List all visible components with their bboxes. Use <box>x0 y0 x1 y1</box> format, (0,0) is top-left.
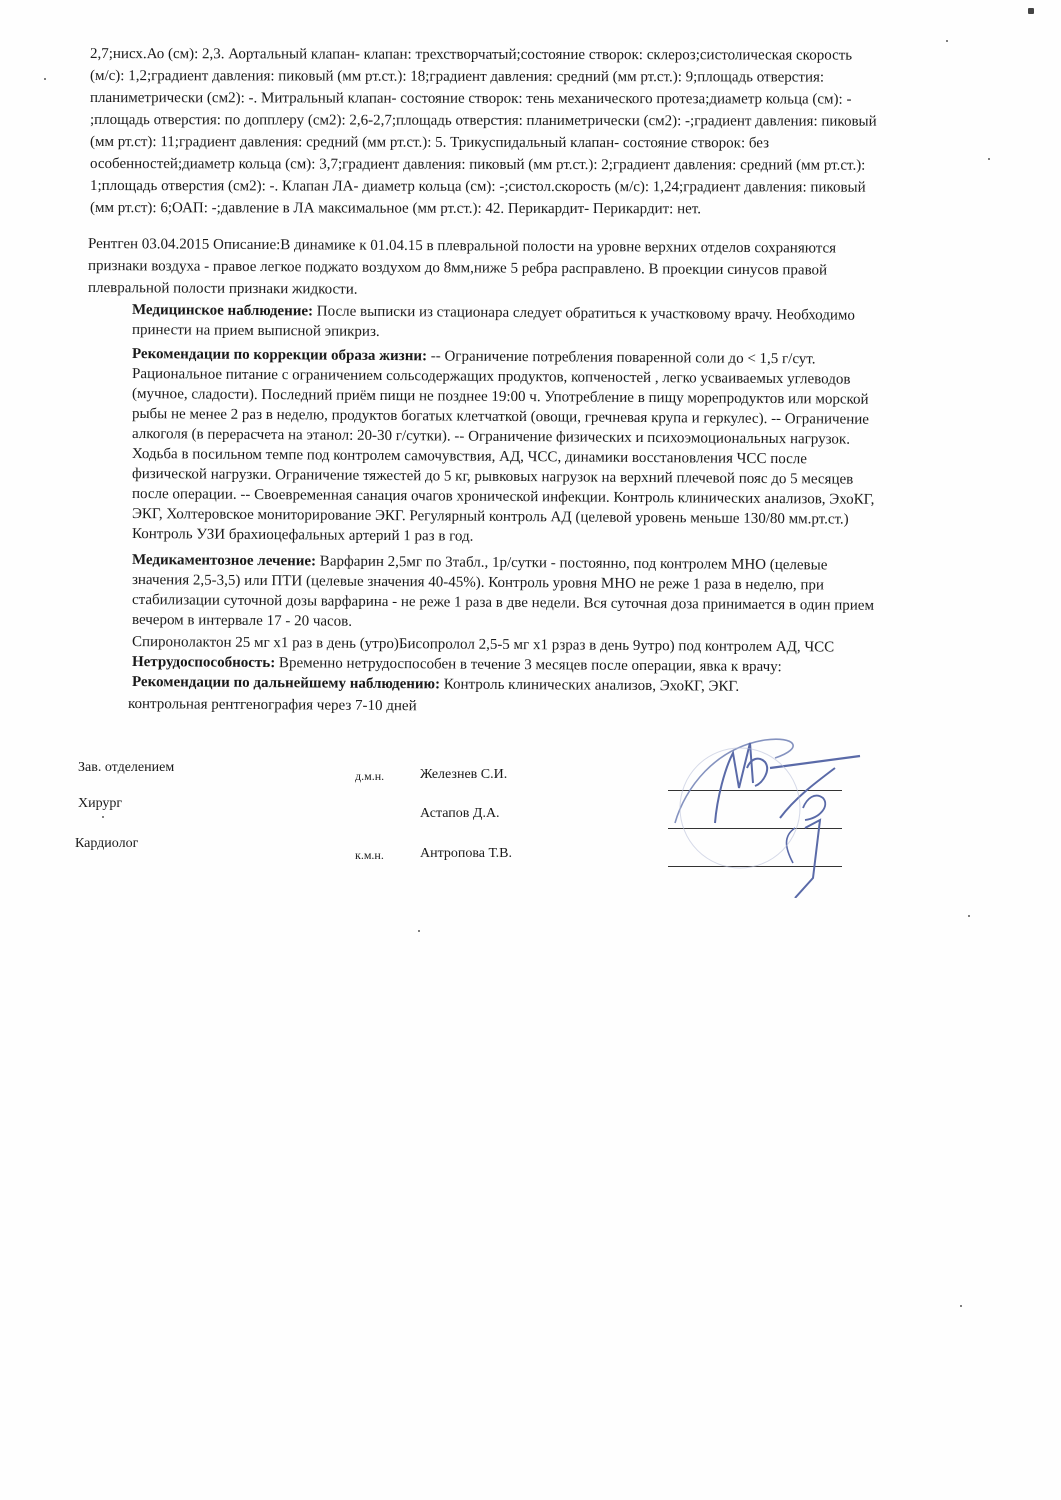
scan-speck <box>960 1305 962 1307</box>
followup-line <box>132 674 739 696</box>
medication-line: Спиронолактон 25 мг х1 раз в день (утро)Бисопролол 2,5-5 мг х1 рзраз в день 9утро) под контролем АД, ЧСС <box>131 634 835 656</box>
lifestyle-line: физической нагрузки. Ограничение тяжестей до 5 кг, рывковых нагрузок на верхний плечевой пояс до 5 месяцев <box>131 466 854 488</box>
signatory-name: Астапов Д.А. <box>420 806 500 821</box>
scan-speck <box>988 158 990 160</box>
lifestyle-line: Ходьба в посильном темпе под контролем самочувствия, АД, ЧСС, динамики восстановления ЧСС после <box>131 446 807 468</box>
signatory-role: Кардиолог <box>75 836 139 851</box>
observation-label: Медицинское наблюдение: <box>131 302 314 320</box>
echo-line: особенностей;диаметр кольца (см): 3,7;градиент давления: пиковый (мм рт.ст.): 2;градиент давления: средний (мм рт.ст.): <box>89 156 866 174</box>
lifestyle-line: Контроль УЗИ брахиоцефальных артерий 1 раз в год. <box>131 526 474 545</box>
disability-line <box>132 654 782 676</box>
scan-speck <box>946 40 948 42</box>
medication-line: вечером в интервале 17 - 20 часов. <box>131 612 353 630</box>
scan-speck <box>102 816 104 818</box>
lifestyle-line: (мучное, сладости). Последний приём пищи не позднее 19:00 ч. Употребление в пищу морепродуктов или морской <box>131 386 869 408</box>
echo-line: (мм рт.ст): 6;ОАП: -;давление в ЛА максимальное (мм рт.ст.): 42. Перикардит- Перикардит: нет. <box>89 200 701 218</box>
lifestyle-line: Рациональное питание с ограничением сольсодержащих продуктов, копченостей , легко усваиваемых углеводов <box>131 366 851 388</box>
lifestyle-label: Рекомендации по коррекции образа жизни: <box>131 346 428 365</box>
xray-line: признаки воздуха - правое легкое поджато воздухом до 8мм,ниже 5 ребра расправлено. В проекции синусов правой <box>87 258 828 279</box>
echo-line: 2,7;нисх.Ао (см): 2,3. Аортальный клапан- клапан: трехстворчатый;состояние створок: склероз;систолическая скорость <box>89 46 853 64</box>
followup-line: контрольная рентгенография через 7-10 дней <box>127 696 417 715</box>
medication-line <box>132 552 828 574</box>
xray-line: Рентген 03.04.2015 Описание:В динамике к 01.04.15 в плевральной полости на уровне верхних отделов сохраняются <box>87 236 837 257</box>
medication-text: Варфарин 2,5мг по 3табл., 1р/сутки - постоянно, под контролем МНО (целевые <box>316 553 828 574</box>
echo-line: ;площадь отверстия: по допплеру (см2): 2,6-2,7;площадь отверстия: планиметрически (см2): -;градиент давления: пиковый <box>89 112 877 130</box>
echo-line: планиметрически (см2): -. Митральный клапан- состояние створок: тень механического протеза;диаметр кольца (см): - <box>89 90 852 108</box>
scan-speck <box>968 915 970 917</box>
disability-label: Нетрудоспособность: <box>131 654 276 672</box>
lifestyle-line: алкоголя (в перерасчета на этанол: 20-30 г/сутки). -- Ограничение физических и психоэмоциональных нагрузок. <box>131 426 851 448</box>
signatory-role: Зав. отделением <box>78 760 175 775</box>
medication-line: значения 2,5-3,5) или ПТИ (целевые значения 40-45%). Контроль уровня МНО не реже 1 раза в неделю, при <box>131 572 825 594</box>
observation-line: принести на прием выписной эпикриз. <box>131 322 380 340</box>
observation-text: После выписки из стационара следует обратиться к участковому врачу. Необходимо <box>312 303 855 324</box>
lifestyle-line: ЭКГ, Холтеровское мониторирование ЭКГ. Регулярный контроль АД (целевой уровень меньше 130/80 мм.рт.ст.) <box>131 506 849 528</box>
disability-text: Временно нетрудоспособен в течение 3 месяцев после операции, явка к врачу: <box>275 655 782 676</box>
lifestyle-line: после операции. -- Своевременная санация очагов хронической инфекции. Контроль клинических анализов, ЭхоКГ, <box>131 486 875 508</box>
signatory-degree: д.м.н. <box>355 769 385 783</box>
lifestyle-line: рыбы не менее 2 раз в неделю, продуктов богатых клетчаткой (овощи, гречневая крупа и геркулес). -- Ограничение <box>131 406 870 428</box>
scan-speck <box>44 78 46 80</box>
observation-line <box>132 302 855 325</box>
medication-line: стабилизации суточной дозы варфарина - не реже 1 раза в две недели. Вся суточная доза принимается в один прием <box>131 592 875 614</box>
medication-label: Медикаментозное лечение: <box>131 552 317 570</box>
echo-line: (м/с): 1,2;градиент давления: пиковый (мм рт.ст.): 18;градиент давления: средний (мм рт.ст.): 9;площадь отверстия: <box>89 68 825 86</box>
followup-label: Рекомендации по дальнейшему наблюдению: <box>131 674 441 693</box>
echo-line: (мм рт.ст): 11;градиент давления: средний (мм рт.ст.): 5. Трикуспидальный клапан- состояние створок: без <box>89 134 770 152</box>
lifestyle-text: -- Ограничение потребления поваренной соли до < 1,5 г/сут. <box>426 348 816 368</box>
signatory-role: Хирург <box>78 796 123 811</box>
echo-line: 1;площадь отверстия (см2): -. Клапан ЛА- диаметр кольца (см): -;систол.скорость (м/с): 1,24;градиент давления: пиковый <box>89 178 866 196</box>
lifestyle-line <box>132 346 816 368</box>
scan-speck <box>418 930 420 932</box>
signatory-name: Железнев С.И. <box>420 767 508 782</box>
xray-line: плевральной полости признаки жидкости. <box>87 280 358 298</box>
signatory-degree: к.м.н. <box>355 848 384 862</box>
handwritten-signature-icon <box>655 728 875 898</box>
followup-text: Контроль клинических анализов, ЭхоКГ, ЭКГ. <box>439 676 740 695</box>
scan-speck <box>1028 8 1034 14</box>
signatory-name: Антропова Т.В. <box>420 846 513 861</box>
